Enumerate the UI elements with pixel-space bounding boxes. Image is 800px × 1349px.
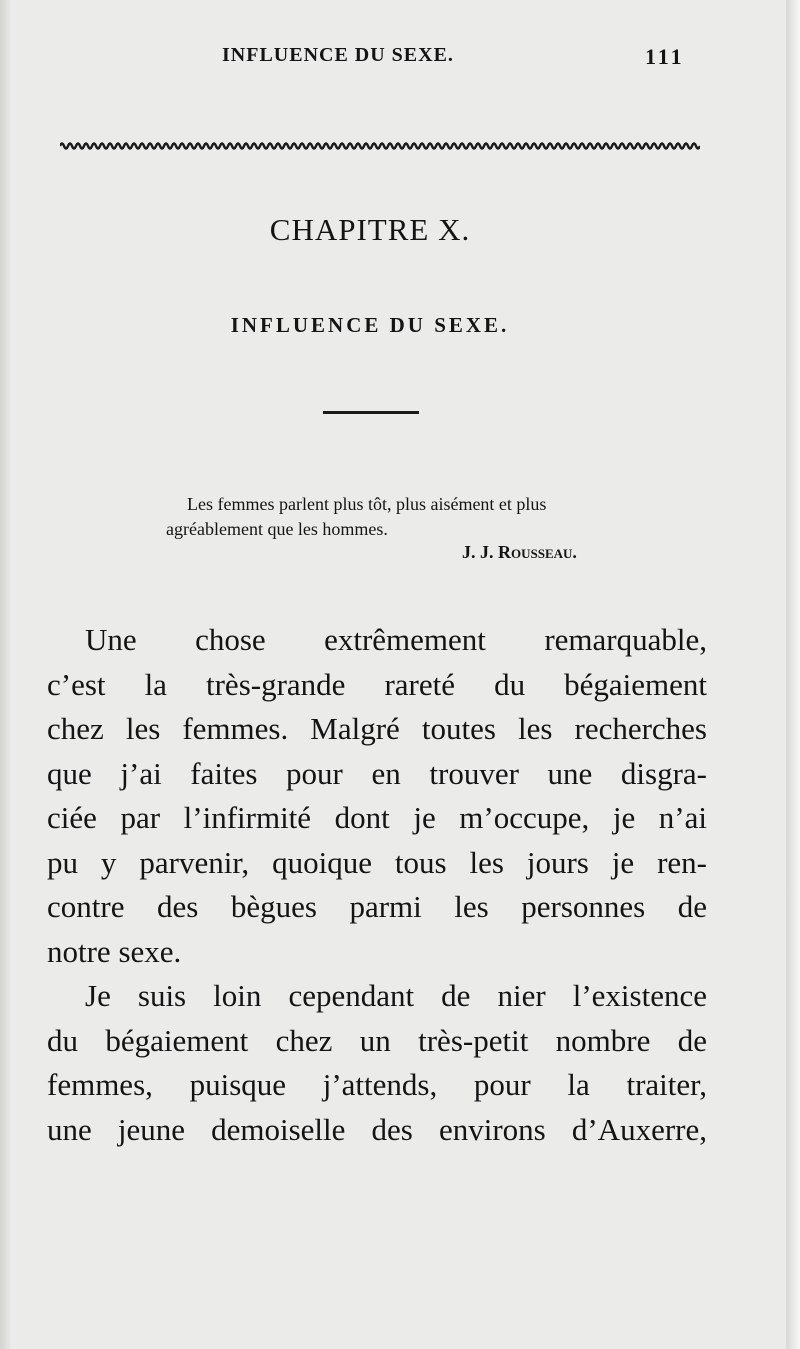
text-line: pu y parvenir, quoique tous les jours je ren-	[47, 844, 707, 880]
page-number: 111	[645, 44, 685, 69]
text-line: ciée par l’infirmité dont je m’occupe, je n’ai	[47, 800, 707, 835]
page-left-edge	[0, 0, 10, 1349]
text-line: chez les femmes. Malgré toutes les recherches	[47, 711, 707, 746]
epigraph-line: agréablement que les hommes.	[166, 519, 388, 539]
text-line: que j’ai faites pour en trouver une disgra-	[47, 755, 707, 791]
text-line: du bégaiement chez un très-petit nombre de	[47, 1022, 707, 1058]
chapter-title: INFLUENCE DU SEXE.	[230, 313, 510, 337]
text-line: une jeune demoiselle des environs d’Auxerre,	[47, 1111, 707, 1147]
page-right-edge	[786, 0, 800, 1349]
text-line: notre sexe.	[47, 933, 182, 969]
chapter-number-title: CHAPITRE X.	[269, 212, 471, 247]
epigraph-attribution: J. J. Rousseau.	[462, 542, 577, 562]
text-line: Une chose extrêmement remarquable,	[85, 622, 707, 657]
text-line: contre des bègues parmi les personnes de	[47, 889, 707, 924]
title-divider	[323, 411, 419, 414]
wavy-rule	[60, 139, 700, 153]
epigraph-line: Les femmes parlent plus tôt, plus aisément et plus	[187, 494, 547, 514]
text-line: c’est la très-grande rareté du bégaiement	[47, 666, 707, 702]
text-line: Je suis loin cependant de nier l’existence	[85, 978, 707, 1013]
epigraph	[166, 492, 706, 542]
body-text	[47, 618, 707, 1152]
text-line: femmes, puisque j’attends, pour la traiter,	[47, 1067, 707, 1102]
running-header: INFLUENCE DU SEXE.	[222, 44, 454, 66]
